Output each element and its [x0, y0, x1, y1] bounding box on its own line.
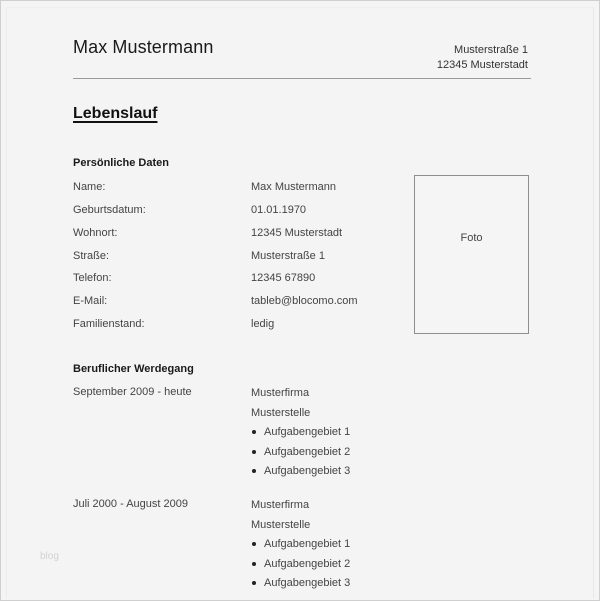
- photo-placeholder: [414, 175, 529, 334]
- row-label: Telefon:: [73, 272, 112, 284]
- section-title-career: Beruflicher Werdegang: [73, 363, 194, 375]
- job-task: Aufgabengebiet 3: [251, 576, 350, 596]
- job-entry: [251, 386, 350, 484]
- bullet-icon: [252, 542, 256, 546]
- row-value: ledig: [251, 318, 275, 330]
- watermark-text: blog: [40, 551, 59, 562]
- bullet-icon: [252, 430, 256, 434]
- job-task: Aufgabengebiet 1: [251, 537, 350, 557]
- row-value: Max Mustermann: [251, 181, 336, 193]
- row-label: Name:: [73, 181, 106, 193]
- job-task-list: [251, 425, 350, 484]
- job-period: September 2009 - heute: [73, 386, 192, 398]
- job-position: Musterstelle: [251, 406, 311, 419]
- section-title-personal: Persönliche Daten: [73, 157, 169, 169]
- row-value: Musterstraße 1: [251, 250, 325, 262]
- bullet-icon: [252, 469, 256, 473]
- row-label: Geburtsdatum:: [73, 204, 146, 216]
- row-value: 01.01.1970: [251, 204, 307, 216]
- photo-label: Foto: [460, 232, 483, 244]
- address-street: Musterstraße 1: [454, 44, 528, 56]
- row-value: tableb@blocomo.com: [251, 295, 358, 307]
- job-task: Aufgabengebiet 1: [251, 425, 350, 445]
- job-period: Juli 2000 - August 2009: [73, 498, 188, 510]
- bullet-icon: [252, 450, 256, 454]
- row-value: 12345 Musterstadt: [251, 227, 343, 239]
- document-title: Lebenslauf: [73, 105, 158, 122]
- row-label: Familienstand:: [73, 318, 145, 330]
- job-company: Musterfirma: [251, 499, 310, 511]
- bullet-icon: [252, 581, 256, 585]
- job-task-list: [251, 537, 350, 596]
- job-task: Aufgabengebiet 2: [251, 557, 350, 577]
- bullet-icon: [252, 562, 256, 566]
- address-city: 12345 Musterstadt: [436, 59, 528, 71]
- job-entry: [251, 498, 350, 596]
- row-value: 12345 67890: [251, 272, 316, 284]
- row-label: Wohnort:: [73, 227, 118, 239]
- row-label: Straße:: [73, 250, 110, 262]
- header-divider: [73, 78, 531, 79]
- job-task: Aufgabengebiet 2: [251, 445, 350, 465]
- applicant-name-heading: Max Mustermann: [73, 37, 214, 57]
- job-company: Musterfirma: [251, 387, 310, 399]
- job-position: Musterstelle: [251, 518, 311, 531]
- job-task: Aufgabengebiet 3: [251, 464, 350, 484]
- row-label: E-Mail:: [73, 295, 108, 307]
- header-address: [437, 43, 528, 73]
